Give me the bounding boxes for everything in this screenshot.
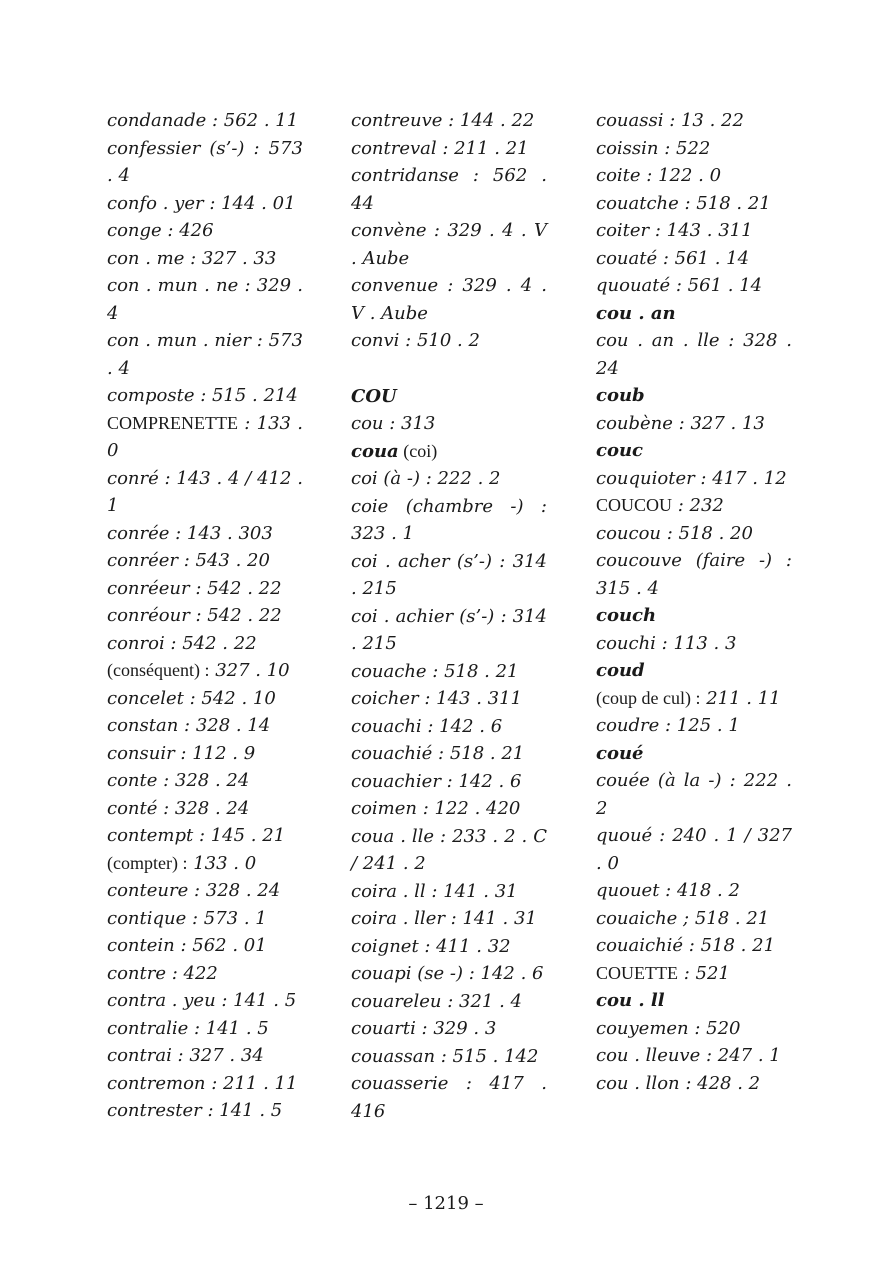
index-entry: quoué : 240 . 1 / 327 . 0 (596, 825, 792, 874)
entry-reference: : 232 (672, 495, 724, 516)
index-entry: couaté : 561 . 14 (596, 247, 750, 269)
entry-reference: 327 . 10 (209, 660, 290, 681)
index-entry: contra . yeu : 141 . 5 (107, 990, 297, 1011)
index-entry: concelet : 542 . 10 (107, 687, 276, 709)
index-entry: coissin : 522 (596, 137, 711, 159)
section-heading: cou . ll (596, 990, 665, 1011)
index-entry: contrester : 141 . 5 (107, 1100, 283, 1121)
index-entry (596, 960, 792, 988)
index-entry: coite : 122 . 0 (596, 165, 722, 186)
entry-headword: COUCOU (596, 495, 673, 515)
index-entry: coiter : 143 . 311 (596, 220, 753, 241)
index-entry: constan : 328 . 14 (107, 715, 271, 736)
index-entry: convi : 510 . 2 (351, 330, 480, 351)
index-entry: confessier (s’-) : 573 . 4 (107, 137, 303, 186)
index-entry: contremon : 211 . 11 (107, 1072, 298, 1094)
index-column-3 (596, 107, 792, 1097)
entry-headword: COUETTE (596, 962, 678, 983)
index-entry (107, 657, 303, 685)
index-entry: composte : 515 . 214 (107, 385, 298, 406)
section-heading: coub (596, 385, 645, 406)
index-entry: coucouve (faire -) : 315 . 4 (596, 550, 792, 599)
index-entry: couasserie : 417 . 416 (351, 1073, 547, 1122)
index-entry: contein : 562 . 01 (107, 935, 267, 956)
entry-reference: : 521 (677, 962, 730, 984)
index-entry: coi . acher (s’-) : 314 . 215 (351, 550, 547, 599)
index-entry: contreval : 211 . 21 (351, 137, 529, 159)
index-column-2 (351, 107, 547, 1125)
index-entry: contreuve : 144 . 22 (351, 110, 535, 131)
index-entry: con . mun . ne : 329 . 4 (107, 275, 303, 324)
index-entry: coudre : 125 . 1 (596, 715, 740, 736)
index-entry: couaiche ; 518 . 21 (596, 907, 770, 929)
entry-reference: : 133 . 0 (107, 412, 303, 461)
entry-reference: 133 . 0 (187, 852, 257, 874)
index-entry: coie (chambre -) : 323 . 1 (351, 495, 547, 544)
index-entry: conteure : 328 . 24 (107, 880, 281, 901)
index-entry: coicher : 143 . 311 (351, 688, 522, 709)
index-entry: conge : 426 (107, 220, 214, 241)
index-entry: cou . lleuve : 247 . 1 (596, 1045, 781, 1066)
index-entry: cou . llon : 428 . 2 (596, 1072, 761, 1094)
section-heading: coua (351, 440, 399, 462)
index-entry: con . me : 327 . 33 (107, 247, 277, 269)
section-heading: COU (351, 385, 397, 407)
index-entry: coubène : 327 . 13 (596, 412, 765, 434)
entry-gloss: (conséquent) : (107, 660, 210, 680)
index-entry: contridanse : 562 . 44 (351, 165, 547, 214)
index-entry: coi . achier (s’-) : 314 . 215 (351, 605, 547, 654)
index-entry: conte : 328 . 24 (107, 770, 250, 791)
index-entry: conté : 328 . 24 (107, 797, 250, 819)
index-entry: conréour : 542 . 22 (107, 605, 282, 626)
section-heading: coud (596, 660, 645, 681)
entry-reference: (coi) (398, 440, 438, 461)
index-entry: con . mun . nier : 573 . 4 (107, 330, 303, 379)
index-entry: couaichié : 518 . 21 (596, 935, 776, 956)
index-entry: coimen : 122 . 420 (351, 798, 521, 819)
index-entry (107, 410, 303, 465)
index-entry: cou . an . lle : 328 . 24 (596, 330, 792, 379)
index-entry: couyemen : 520 (596, 1017, 741, 1039)
index-entry: quouaté : 561 . 14 (596, 275, 763, 296)
index-entry: contempt : 145 . 21 (107, 825, 286, 846)
index-entry: couareleu : 321 . 4 (351, 990, 522, 1012)
entry-headword: COMPRENETTE (107, 412, 239, 433)
index-entry: contique : 573 . 1 (107, 907, 267, 929)
index-entry: couarti : 329 . 3 (351, 1018, 497, 1039)
entry-gloss: (coup de cul) : (596, 687, 701, 708)
section-gap (351, 355, 547, 383)
index-entry: coi (à -) : 222 . 2 (351, 468, 501, 489)
section-heading: couc (596, 440, 644, 461)
index-entry: couatche : 518 . 21 (596, 192, 771, 214)
index-entry: couquioter : 417 . 12 (596, 467, 787, 489)
index-entry: coira . ll : 141 . 31 (351, 880, 518, 902)
index-entry: convenue : 329 . 4 . V . Aube (351, 275, 547, 324)
index-entry: confo . yer : 144 . 01 (107, 192, 296, 214)
index-entry: couassi : 13 . 22 (596, 110, 744, 131)
page-number: – 1219 – (408, 1193, 484, 1214)
index-entry: contre : 422 (107, 962, 218, 984)
index-entry: conréer : 543 . 20 (107, 550, 270, 571)
index-entry: coua . lle : 233 . 2 . C / 241 . 2 (351, 825, 547, 874)
section-heading: couch (596, 605, 657, 626)
index-entry: couachié : 518 . 21 (351, 743, 525, 764)
entry-gloss: (compter) : (107, 852, 188, 873)
index-entry: conrée : 143 . 303 (107, 522, 273, 544)
index-entry: coignet : 411 . 32 (351, 935, 511, 957)
index-entry: couachier : 142 . 6 (351, 770, 522, 792)
index-entry: couchi : 113 . 3 (596, 632, 737, 654)
index-entry: conroi : 542 . 22 (107, 632, 257, 654)
index-entry (596, 492, 792, 520)
index-entry: couée (à la -) : 222 . 2 (596, 770, 792, 819)
index-entry: condanade : 562 . 11 (107, 110, 299, 131)
index-entry: convène : 329 . 4 . V . Aube (351, 220, 547, 269)
index-entry: coira . ller : 141 . 31 (351, 908, 537, 929)
index-entry: conré : 143 . 4 / 412 . 1 (107, 467, 303, 516)
index-entry: conréeur : 542 . 22 (107, 577, 282, 599)
section-heading: coué (596, 742, 644, 764)
section-heading-line (351, 438, 547, 466)
index-entry: quouet : 418 . 2 (596, 880, 740, 901)
index-entry: couapi (se -) : 142 . 6 (351, 963, 544, 984)
index-entry: couassan : 515 . 142 (351, 1045, 539, 1067)
index-entry: consuir : 112 . 9 (107, 742, 256, 764)
index-entry (596, 685, 792, 713)
index-entry: cou : 313 (351, 413, 436, 434)
index-entry: couachi : 142 . 6 (351, 715, 503, 737)
entry-reference: 211 . 11 (700, 687, 781, 709)
index-entry: contralie : 141 . 5 (107, 1017, 269, 1039)
index-column-1 (107, 107, 303, 1125)
index-entry: contrai : 327 . 34 (107, 1045, 264, 1066)
index-entry: coucou : 518 . 20 (596, 522, 753, 544)
index-entry (107, 850, 303, 878)
section-heading: cou . an (596, 302, 676, 324)
index-entry: couache : 518 . 21 (351, 660, 519, 682)
